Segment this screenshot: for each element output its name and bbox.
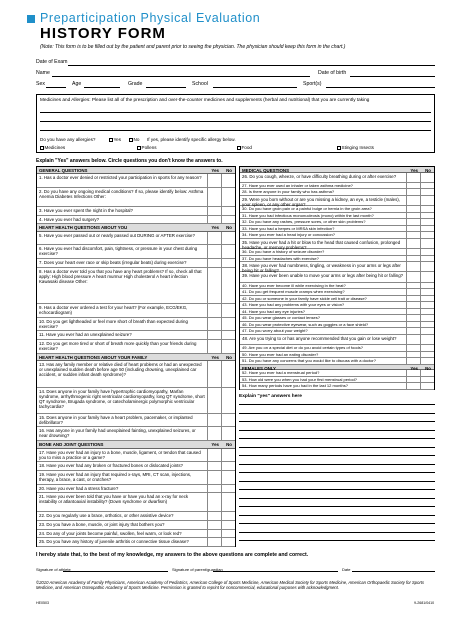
date-of-exam-field[interactable] (68, 65, 435, 66)
no-answer-cell[interactable] (420, 183, 434, 189)
question-text: 16. Has anyone in your family had unexplained fainting, unexplained seizures, or near drowning? (39, 428, 196, 439)
yes-answer-cell[interactable] (406, 345, 420, 351)
allergy-yes[interactable] (109, 137, 121, 142)
no-answer-cell[interactable] (420, 383, 434, 389)
pollens-checkbox[interactable] (137, 146, 141, 150)
food-checkbox[interactable] (237, 146, 241, 150)
explain-line[interactable] (239, 421, 435, 422)
question-text: 29. Were you born without or are you missing a kidney, an eye, a testicle (males), your spleen, or any other organ? (242, 196, 400, 207)
yes-answer-cell[interactable] (406, 226, 420, 232)
instructions: Explain "Yes" answers below. Circle questions you don't know the answers to. (36, 158, 223, 164)
allergy-if-yes: If yes, please identify specific allergy below. (147, 137, 236, 142)
right-question-table (239, 166, 435, 390)
question-text: 31. Have you had infectious mononucleosis (mono) within the last month? (242, 213, 374, 218)
question-row (37, 174, 235, 188)
no-answer-cell[interactable] (420, 239, 434, 248)
grade-label: Grade (128, 81, 143, 87)
question-row (37, 361, 235, 387)
question-text: 22. Do you regularly use a brace, orthotics, or other assistive device? (39, 513, 174, 519)
yes-answer-cell[interactable] (207, 259, 221, 267)
medicines-prompt: Medicines and Allergies: Please list all of the prescription and over-the-counter medicines and supplements (herbal and nutritional) that you are currently taking (40, 97, 370, 102)
allergy-opt-label: Stinging Insects (341, 145, 374, 150)
question-text: 44. Have you had any eye injuries? (242, 309, 305, 314)
sex-field[interactable] (46, 87, 66, 88)
code-left: HE0503 (36, 601, 49, 605)
no-answer-cell[interactable] (221, 388, 235, 413)
yes-answer-cell[interactable] (207, 449, 221, 462)
question-row (37, 449, 235, 463)
no-answer-cell[interactable] (221, 188, 235, 206)
no-answer-cell[interactable] (420, 328, 434, 334)
question-text: 40. Have you ever become ill while exercising in the heat? (242, 283, 346, 288)
explain-label: Explain "yes" answers here (239, 394, 302, 399)
explain-line[interactable] (239, 489, 435, 490)
group-header (37, 224, 235, 231)
question-text: 37. Do you have headaches with exercise? (242, 256, 319, 261)
yes-answer-cell[interactable] (406, 272, 420, 281)
no-answer-cell[interactable] (221, 462, 235, 470)
yes-answer-cell[interactable] (207, 538, 221, 546)
yes-answer-cell[interactable] (207, 493, 221, 511)
sports-field[interactable] (326, 87, 435, 88)
yes-answer-cell[interactable] (406, 383, 420, 389)
sig-parent-label: Signature of parent/guardian (172, 567, 223, 572)
yes-column-header: Yes (211, 354, 219, 360)
copyright-footer: ©2010 American Academy of Family Physicians, American Academy of Pediatrics, American College of Sports Medicine, American Medical Society for Sports Medicine, American Orthopaedic Society for Sports Medicine, and American Osteopathic Academy of Sports Medicine. Permission is granted to reprint for noncommercial, educational purposes with acknowledgment. (36, 580, 425, 591)
age-field[interactable] (84, 87, 120, 88)
medicines-checkbox[interactable] (40, 146, 44, 150)
yes-answer-cell[interactable] (207, 462, 221, 470)
no-answer-cell[interactable] (420, 249, 434, 255)
yes-answer-cell[interactable] (406, 239, 420, 248)
no-answer-cell[interactable] (420, 283, 434, 289)
medicines-box (36, 94, 435, 153)
question-row (37, 512, 235, 521)
explain-line[interactable] (239, 404, 435, 405)
question-text: 11. Have you ever had an unexplained seizure? (39, 332, 132, 338)
name-label: Name (36, 70, 50, 76)
no-answer-cell[interactable] (420, 206, 434, 212)
yes-answer-cell[interactable] (207, 318, 221, 331)
yes-answer-cell[interactable] (406, 196, 420, 205)
insects-checkbox[interactable] (337, 146, 341, 150)
question-row (37, 538, 235, 547)
yes-column-header: Yes (410, 168, 418, 173)
question-text: 41. Do you get frequent muscle cramps when exercising? (242, 290, 345, 295)
question-text: 24. Do any of your joints become painful, swollen, feel warm, or look red? (39, 530, 182, 536)
dob-label: Date of birth (318, 70, 347, 76)
form-title: Preparticipation Physical Evaluation (40, 11, 261, 25)
yes-answer-cell[interactable] (207, 188, 221, 206)
no-answer-cell[interactable] (420, 262, 434, 271)
allergy-opt-label: Medicines (44, 145, 66, 150)
question-text: 7. Does your heart ever race or skip beats (irregular beats) during exercise? (39, 260, 187, 266)
question-text: 49. Are you on a special diet or do you avoid certain types of foods? (242, 346, 364, 351)
question-text: 20. Have you ever had a stress fracture? (39, 485, 119, 491)
question-row (240, 196, 434, 206)
sig-parent-field[interactable] (213, 571, 338, 572)
allergy-question: Do you have any allergies? (40, 137, 96, 142)
yes-answer-cell[interactable] (207, 521, 221, 529)
yes-column-header: Yes (211, 225, 219, 231)
no-column-header: No (425, 365, 431, 371)
no-answer-cell[interactable] (221, 268, 235, 303)
allergy-no-label: No (133, 137, 140, 142)
no-answer-cell[interactable] (420, 345, 434, 351)
no-answer-cell[interactable] (221, 521, 235, 529)
question-text: 45. Do you wear glasses or contact lenses? (242, 316, 320, 321)
no-answer-cell[interactable] (221, 216, 235, 224)
explain-line[interactable] (239, 455, 435, 456)
header-square-icon (27, 15, 35, 23)
age-label: Age (72, 81, 82, 87)
question-row (37, 388, 235, 414)
no-answer-cell[interactable] (420, 213, 434, 219)
question-row (240, 383, 434, 390)
no-column-header: No (226, 442, 232, 448)
no-answer-cell[interactable] (221, 331, 235, 339)
sig-athlete-label: Signature of athlete (36, 567, 71, 572)
allergy-yes-checkbox[interactable] (109, 138, 113, 142)
yes-answer-cell[interactable] (406, 370, 420, 376)
no-answer-cell[interactable] (221, 207, 235, 215)
yes-answer-cell[interactable] (207, 471, 221, 484)
no-column-header: No (226, 168, 232, 173)
question-text: 36. Do you have a history of seizure disorder? (242, 250, 325, 255)
explain-line[interactable] (239, 438, 435, 439)
yes-answer-cell[interactable] (207, 512, 221, 520)
medicine-line-1[interactable] (40, 112, 431, 113)
question-text: 25. Do you have any history of juvenile arthritis or connective tissue disease? (39, 539, 189, 545)
question-text: 42. Do you or someone in your family have sickle cell trait or disease? (242, 296, 367, 301)
no-answer-cell[interactable] (420, 189, 434, 195)
no-answer-cell[interactable] (420, 226, 434, 232)
yes-answer-cell[interactable] (207, 530, 221, 538)
group-title: BONE AND JOINT QUESTIONS (39, 442, 104, 448)
name-field[interactable] (52, 76, 310, 77)
yes-answer-cell[interactable] (406, 302, 420, 308)
sig-date-field[interactable] (352, 571, 435, 572)
question-text: 9. Has a doctor ever ordered a test for your heart? (For example, ECG/EKG, echocardiogram) (39, 305, 188, 316)
no-column-header: No (226, 225, 232, 231)
yes-answer-cell[interactable] (207, 388, 221, 413)
question-text: 51. Do you have any concerns that you would like to discuss with a doctor? (242, 359, 377, 364)
question-text: 53. How old were you when you had your first menstrual period? (242, 377, 357, 382)
yes-answer-cell[interactable] (207, 174, 221, 187)
question-text: 18. Have you ever had any broken or fractured bones or dislocated joints? (39, 463, 184, 469)
question-text: 10. Do you get lightheaded or feel more short of breath than expected during exercise? (39, 318, 188, 329)
no-answer-cell[interactable] (420, 335, 434, 344)
no-answer-cell[interactable] (420, 358, 434, 364)
no-answer-cell[interactable] (221, 493, 235, 511)
question-text: 50. Have you ever had an eating disorder? (242, 352, 319, 357)
yes-answer-cell[interactable] (406, 309, 420, 315)
explain-line[interactable] (239, 472, 435, 473)
allergy-opt-pollens[interactable] (137, 145, 157, 150)
question-text: 3. Have you ever spent the night in the hospital? (39, 207, 133, 213)
no-answer-cell[interactable] (221, 232, 235, 245)
no-answer-cell[interactable] (420, 256, 434, 262)
yes-answer-cell[interactable] (406, 262, 420, 271)
yes-answer-cell[interactable] (406, 377, 420, 383)
question-text: 15. Does anyone in your family have a heart problem, pacemaker, or implanted defibrillator? (39, 414, 193, 425)
form-note: (Note: This form is to be filled out by the patient and parent prior to seeing the physician. The physician should keep this form in the chart.) (40, 44, 346, 50)
yes-answer-cell[interactable] (406, 213, 420, 219)
date-of-exam-label: Date of Exam (36, 59, 68, 65)
no-answer-cell[interactable] (420, 173, 434, 182)
question-text: 48. Are you trying to or has anyone recommended that you gain or lose weight? (242, 335, 397, 341)
question-row (37, 207, 235, 216)
question-row (240, 272, 434, 282)
yes-answer-cell[interactable] (406, 322, 420, 328)
question-text: 34. Have you ever had a head injury or concussion? (242, 233, 336, 238)
yes-column-header: Yes (211, 442, 219, 448)
no-column-header: No (226, 354, 232, 360)
question-text: 19. Have you ever had an injury that required x-rays, MRI, CT scan, injections, therapy, a brace, a cast, or crutches? (39, 472, 192, 482)
no-answer-cell[interactable] (420, 296, 434, 302)
yes-answer-cell[interactable] (406, 189, 420, 195)
group-title: HEART HEALTH QUESTIONS ABOUT YOU (39, 225, 128, 231)
yes-answer-cell[interactable] (406, 358, 420, 364)
question-row (37, 318, 235, 332)
allergy-opt-food[interactable] (237, 145, 252, 150)
question-row (240, 335, 434, 345)
no-answer-cell[interactable] (420, 377, 434, 383)
question-text: 23. Do you have a bone, muscle, or joint injury that bothers you? (39, 521, 165, 527)
yes-column-header: Yes (410, 365, 418, 371)
no-answer-cell[interactable] (221, 304, 235, 317)
yes-answer-cell[interactable] (406, 173, 420, 182)
allergy-opt-label: Pollens (141, 145, 157, 150)
yes-answer-cell[interactable] (207, 304, 221, 317)
no-answer-cell[interactable] (221, 174, 235, 187)
question-text: 28. Is there anyone in your family who has asthma? (242, 190, 335, 195)
sex-label: Sex (36, 81, 45, 87)
question-text: 21. Have you ever been told that you have or have you had an x-ray for neck instability or atlantoaxial instability? (Down syndrome or dwarfism) (39, 494, 189, 505)
yes-answer-cell[interactable] (406, 315, 420, 321)
no-answer-cell[interactable] (420, 232, 434, 238)
no-answer-cell[interactable] (420, 370, 434, 376)
question-row (37, 304, 235, 318)
explain-line[interactable] (239, 447, 435, 448)
yes-answer-cell[interactable] (207, 245, 221, 258)
question-row (37, 268, 235, 304)
question-row (37, 414, 235, 428)
question-text: 54. How many periods have you had in the last 12 months? (242, 384, 348, 389)
question-row (37, 521, 235, 530)
group-header (37, 354, 235, 361)
question-text: 32. Do you have any rashes, pressure sores, or other skin problems? (242, 220, 366, 225)
explain-line[interactable] (239, 481, 435, 482)
sports-label: Sport(s) (303, 81, 322, 87)
question-row (37, 462, 235, 471)
no-answer-cell[interactable] (420, 219, 434, 225)
yes-answer-cell[interactable] (406, 289, 420, 295)
question-text: 26. Do you cough, wheeze, or have difficulty breathing during or after exercise? (242, 173, 397, 179)
question-text: 14. Does anyone in your family have hypertrophic cardiomyopathy, Marfan syndrome, arrhythmogenic right ventricular cardiomyopathy, long QT syndrome, short QT syndrome, Brugada syndrome, or catecholaminergic polymorphic ventricular tachycardia? (39, 388, 205, 409)
question-row (37, 331, 235, 340)
no-answer-cell[interactable] (221, 530, 235, 538)
no-answer-cell[interactable] (221, 471, 235, 484)
explain-line[interactable] (239, 498, 435, 499)
no-answer-cell[interactable] (221, 259, 235, 267)
question-text: 39. Have you ever been unable to move your arms or legs after being hit or falling? (242, 273, 404, 279)
question-row (240, 173, 434, 183)
question-text: 35. Have you ever had a hit or blow to the head that caused confusion, prolonged headache, or memory problems? (242, 239, 401, 250)
question-row (37, 216, 235, 225)
yes-answer-cell[interactable] (207, 268, 221, 303)
no-answer-cell[interactable] (221, 427, 235, 440)
question-text: 6. Have you ever had discomfort, pain, tightness, or pressure in your chest during exercise? (39, 246, 198, 257)
group-title: FEMALES ONLY (242, 365, 276, 371)
question-row (37, 259, 235, 268)
question-text: 43. Have you had any problems with your eyes or vision? (242, 303, 345, 308)
explain-line[interactable] (239, 540, 435, 541)
allergy-opt-label: Food (241, 145, 252, 150)
question-text: 2. Do you have any ongoing medical conditions? If so, please identify below: Asthma Anemia Diabetes Infections Other: (39, 189, 204, 200)
school-label: School (192, 81, 208, 87)
yes-answer-cell[interactable] (406, 249, 420, 255)
allergy-no-checkbox[interactable] (129, 138, 133, 142)
question-row (37, 493, 235, 512)
no-answer-cell[interactable] (221, 340, 235, 353)
yes-answer-cell[interactable] (406, 352, 420, 358)
yes-answer-cell[interactable] (207, 331, 221, 339)
no-answer-cell[interactable] (420, 352, 434, 358)
question-text: 27. Have you ever used an inhaler or taken asthma medicine? (242, 183, 353, 188)
yes-answer-cell[interactable] (207, 232, 221, 245)
question-text: 5. Have you ever passed out or nearly passed out DURING or AFTER exercise? (39, 232, 195, 238)
question-text: 13. Has any family member or relative died of heart problems or had an unexpected or unexplained sudden death before age 50 (including drowning, unexplained car accident, or sudden infant death syndrome)? (39, 362, 202, 378)
question-text: 47. Do you worry about your weight? (242, 329, 308, 334)
school-field[interactable] (213, 87, 297, 88)
question-text: 33. Have you had a herpes or MRSA skin infection? (242, 226, 335, 231)
group-title: MEDICAL QUESTIONS (242, 168, 289, 173)
question-row (37, 471, 235, 485)
yes-answer-cell[interactable] (406, 283, 420, 289)
question-text: 4. Have you ever had surgery? (39, 216, 100, 222)
form-subtitle: HISTORY FORM (40, 25, 166, 42)
yes-answer-cell[interactable] (207, 414, 221, 427)
question-text: 8. Has a doctor ever told you that you have any heart problems? If so, check all that apply: High blood pressure A heart murmur High cholesterol A heart infection Kawasaki disease Other: (39, 268, 202, 284)
code-right: 9-2681/0410 (414, 601, 435, 605)
yes-answer-cell[interactable] (207, 427, 221, 440)
no-answer-cell[interactable] (221, 361, 235, 386)
explain-line[interactable] (239, 515, 435, 516)
group-header (37, 167, 235, 174)
question-text: 17. Have you ever had an injury to a bone, muscle, ligament, or tendon that caused you to miss a practice or a game? (39, 449, 201, 460)
group-title: HEART HEALTH QUESTIONS ABOUT YOUR FAMILY (39, 354, 148, 360)
yes-answer-cell[interactable] (406, 219, 420, 225)
no-answer-cell[interactable] (420, 289, 434, 295)
question-row (37, 232, 235, 246)
no-answer-cell[interactable] (221, 512, 235, 520)
explain-line[interactable] (239, 464, 435, 465)
allergy-yes-label: Yes (113, 137, 121, 142)
question-text: 1. Has a doctor ever denied or restricted your participation in sports for any reason? (39, 175, 202, 181)
question-row (37, 485, 235, 494)
explain-line[interactable] (239, 532, 435, 533)
no-answer-cell[interactable] (221, 485, 235, 493)
no-answer-cell[interactable] (420, 322, 434, 328)
yes-answer-cell[interactable] (406, 296, 420, 302)
question-text: 38. Have you ever had numbness, tingling, or weakness in your arms or legs after being hit or falling? (242, 263, 401, 274)
explain-line[interactable] (239, 430, 435, 431)
explain-line[interactable] (239, 523, 435, 524)
allergy-opt-insects[interactable] (337, 145, 374, 150)
group-title: GENERAL QUESTIONS (39, 168, 88, 173)
no-column-header: No (425, 168, 431, 173)
allergy-no[interactable] (129, 137, 139, 142)
no-answer-cell[interactable] (221, 449, 235, 462)
yes-answer-cell[interactable] (406, 328, 420, 334)
explain-line[interactable] (239, 506, 435, 507)
no-answer-cell[interactable] (420, 196, 434, 205)
yes-answer-cell[interactable] (406, 335, 420, 344)
attestation: I hereby state that, to the best of my knowledge, my answers to the above questions are complete and correct. (36, 552, 309, 558)
yes-answer-cell[interactable] (406, 206, 420, 212)
yes-answer-cell[interactable] (406, 256, 420, 262)
yes-column-header: Yes (211, 168, 219, 173)
grade-field[interactable] (146, 87, 186, 88)
yes-answer-cell[interactable] (207, 216, 221, 224)
no-answer-cell[interactable] (420, 302, 434, 308)
no-answer-cell[interactable] (221, 245, 235, 258)
yes-answer-cell[interactable] (406, 183, 420, 189)
question-text: 46. Do you wear protective eyewear, such as goggles or a face shield? (242, 322, 369, 327)
yes-answer-cell[interactable] (207, 207, 221, 215)
left-question-table (36, 166, 236, 547)
question-row (37, 340, 235, 354)
question-row (240, 262, 434, 272)
question-row (37, 427, 235, 441)
medicine-line-3[interactable] (40, 130, 431, 131)
allergy-opt-medicines[interactable] (40, 145, 65, 150)
medicine-line-2[interactable] (40, 121, 431, 122)
no-answer-cell[interactable] (420, 272, 434, 281)
yes-answer-cell[interactable] (207, 340, 221, 353)
no-answer-cell[interactable] (221, 318, 235, 331)
no-answer-cell[interactable] (420, 309, 434, 315)
yes-answer-cell[interactable] (207, 361, 221, 386)
yes-answer-cell[interactable] (207, 485, 221, 493)
group-header (37, 441, 235, 448)
dob-field[interactable] (350, 76, 435, 77)
question-text: 12. Do you get more tired or short of breath more quickly than your friends during exercise? (39, 341, 197, 352)
yes-answer-cell[interactable] (406, 232, 420, 238)
question-row (37, 188, 235, 207)
question-text: 30. Do you have groin pain or a painful bulge or hernia in the groin area? (242, 207, 372, 212)
question-row (37, 245, 235, 259)
question-row (37, 530, 235, 539)
sig-athlete-field[interactable] (63, 571, 168, 572)
sig-date-label: Date (342, 567, 351, 572)
no-answer-cell[interactable] (420, 315, 434, 321)
explain-line[interactable] (239, 413, 435, 414)
question-text: 52. Have you ever had a menstrual period? (242, 371, 320, 376)
no-answer-cell[interactable] (221, 414, 235, 427)
question-row (240, 239, 434, 249)
no-answer-cell[interactable] (221, 538, 235, 546)
